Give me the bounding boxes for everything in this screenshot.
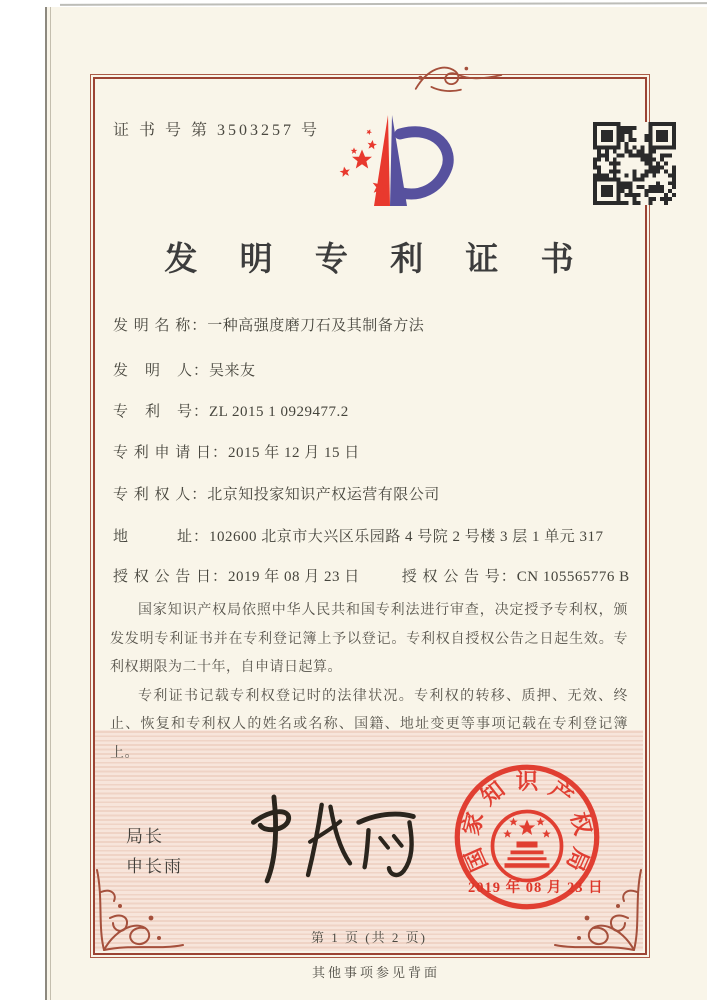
field-value: 北京知投家知识产权运营有限公司	[207, 487, 440, 503]
seal-char: 家	[458, 809, 489, 838]
legal-text	[110, 597, 628, 768]
seal-char: 识	[515, 769, 539, 794]
back-note: 其他事项参见背面	[311, 965, 440, 980]
field-invention-name	[113, 314, 628, 335]
field-label: 专 利 权 人：	[113, 487, 208, 503]
seal-char: 权	[565, 809, 596, 838]
field-label: 地 址：	[113, 529, 210, 545]
director-title: 局长	[126, 827, 164, 846]
field-label: 授 权 公 告 日：	[113, 569, 229, 585]
field-label: 发 明 名 称：	[113, 318, 208, 334]
field-address	[113, 525, 628, 546]
field-value: 102600 北京市大兴区乐园路 4 号院 2 号楼 3 层 1 单元 317	[209, 529, 604, 545]
field-value: CN 105565776 B	[516, 569, 630, 585]
field-value: 吴来友	[209, 363, 256, 379]
field-patentee	[113, 483, 628, 504]
seal-date: 2019 年 08 月 23 日	[468, 880, 604, 896]
seal-char: 知	[476, 776, 510, 811]
field-label: 专 利 申 请 日：	[113, 445, 229, 461]
paper-edge-line	[50, 7, 51, 1000]
seal-char: 产	[544, 776, 578, 811]
legal-paragraph-2: 专利证书记载专利权登记时的法律状况。专利权的转移、质押、无效、终止、恢复和专利权人的姓名或名称、国籍、地址变更等事项记载在专利登记簿上。	[110, 688, 628, 761]
field-value: 2019 年 08 月 23 日	[228, 569, 360, 585]
director-signature-image	[232, 786, 427, 886]
scan-edge-line	[60, 2, 707, 6]
legal-paragraph-1: 国家知识产权局依照中华人民共和国专利法进行审查，决定授予专利权，颁发发明专利证书并在专利登记簿上予以登记。专利权自授权公告之日起生效。专利权期限为二十年，自申请日起算。	[110, 603, 628, 675]
cnipa-logo-icon	[328, 110, 462, 216]
field-application-date	[113, 441, 628, 462]
seal-char: 国	[460, 844, 493, 875]
field-value: 一种高强度磨刀石及其制备方法	[207, 318, 425, 334]
certificate-title: 发 明 专 利 证 书	[164, 242, 591, 278]
field-label: 专 利 号：	[113, 404, 210, 420]
seal-char: 局	[561, 844, 594, 875]
field-label: 授 权 公 告 号：	[401, 569, 517, 585]
qr-code	[593, 122, 676, 205]
national-emblem-icon	[493, 812, 562, 881]
page-number: 第 1 页 (共 2 页)	[311, 930, 427, 945]
field-grant-date-and-number	[113, 565, 628, 586]
top-border-ornament-icon	[413, 50, 505, 100]
field-value: 2015 年 12 月 15 日	[228, 445, 360, 461]
director-name: 申长雨	[126, 857, 183, 876]
field-label: 发 明 人：	[113, 363, 210, 379]
field-inventor	[113, 359, 628, 380]
field-value: ZL 2015 1 0929477.2	[209, 404, 349, 420]
field-patent-number	[113, 400, 628, 421]
certificate-number: 证 书 号 第 3503257 号	[113, 122, 321, 139]
